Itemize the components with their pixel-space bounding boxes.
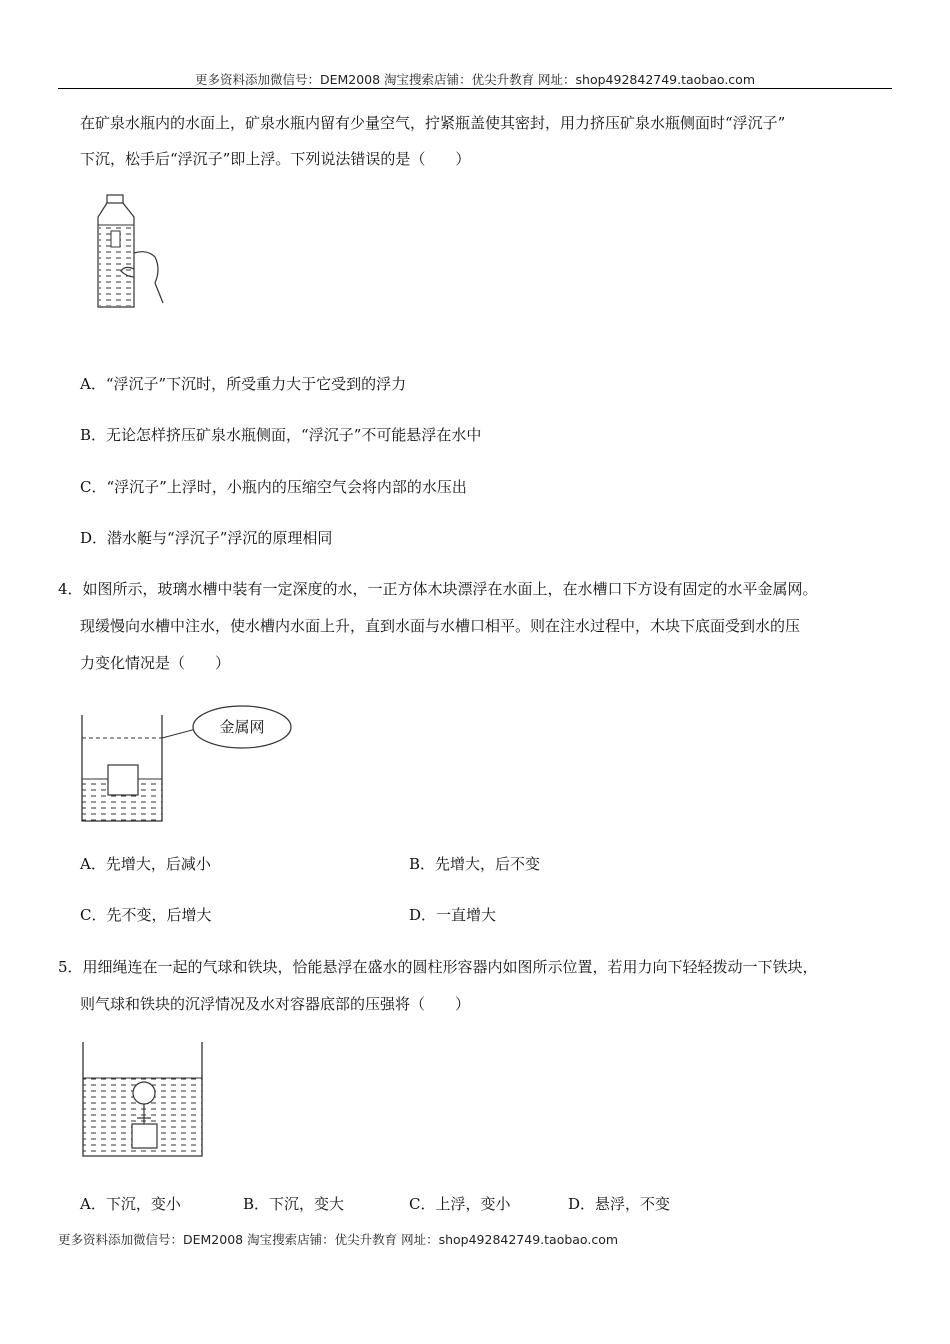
q3-bottle-figure — [85, 195, 175, 315]
q3-option-b: B．无论怎样挤压矿泉水瓶侧面，“浮沉子”不可能悬浮在水中 — [80, 426, 482, 444]
q5-option-c: C．上浮，变小 — [409, 1195, 511, 1213]
page-footer: 更多资料添加微信号：DEM2008 淘宝搜索店铺：优尖升教育 网址：shop492842749.taobao.com — [58, 1232, 619, 1247]
q5-stem-line2: 则气球和铁块的沉浮情况及水对容器底部的压强将（ ） — [80, 995, 471, 1013]
q3-option-a: A．“浮沉子”下沉时，所受重力大于它受到的浮力 — [80, 375, 407, 393]
q4-option-a: A．先增大，后减小 — [80, 855, 211, 873]
q3-stem-line2: 下沉，松手后“浮沉子”即上浮。下列说法错误的是（ ） — [80, 150, 471, 168]
q4-option-b: B．先增大，后不变 — [409, 855, 541, 873]
wood-block — [108, 765, 138, 795]
q5-container-figure — [80, 1040, 206, 1160]
q4-stem-line1: 4．如图所示，玻璃水槽中装有一定深度的水，一正方体木块漂浮在水面上，在水槽口下方设有固定的水平金属网。 — [58, 580, 818, 598]
q5-option-b: B．下沉，变大 — [243, 1195, 345, 1213]
q4-tank-figure — [80, 703, 295, 825]
q3-stem-line1: 在矿泉水瓶内的水面上，矿泉水瓶内留有少量空气，拧紧瓶盖使其密封，用力挤压矿泉水瓶侧面时“浮沉子” — [80, 114, 786, 132]
callout-pointer — [162, 729, 196, 738]
balloon — [133, 1082, 155, 1104]
cartesian-diver — [111, 231, 120, 247]
page-header: 更多资料添加微信号：DEM2008 淘宝搜索店铺：优尖升教育 网址：shop492842749.taobao.com — [194, 72, 756, 87]
q5-option-a: A．下沉，变小 — [80, 1195, 181, 1213]
bottle-cap — [107, 195, 123, 203]
q3-option-c: C．“浮沉子”上浮时，小瓶内的压缩空气会将内部的水压出 — [80, 478, 467, 496]
q4-option-c: C．先不变，后增大 — [80, 906, 212, 924]
q4-stem-line3: 力变化情况是（ ） — [80, 654, 231, 672]
q3-option-d: D．潜水艇与“浮沉子”浮沉的原理相同 — [80, 529, 333, 547]
iron-block — [132, 1124, 157, 1148]
q5-option-d: D．悬浮，不变 — [568, 1195, 671, 1213]
q5-stem-line1: 5．用细绳连在一起的气球和铁块，恰能悬浮在盛水的圆柱形容器内如图所示位置，若用力向下轻轻拨动一下铁块， — [58, 958, 818, 976]
header-rule — [58, 88, 892, 89]
q4-stem-line2: 现缓慢向水槽中注水，使水槽内水面上升，直到水面与水槽口相平。则在注水过程中，木块下底面受到水的压 — [80, 617, 801, 635]
q4-option-d: D．一直增大 — [409, 906, 497, 924]
mesh-label: 金属网 — [219, 718, 265, 736]
